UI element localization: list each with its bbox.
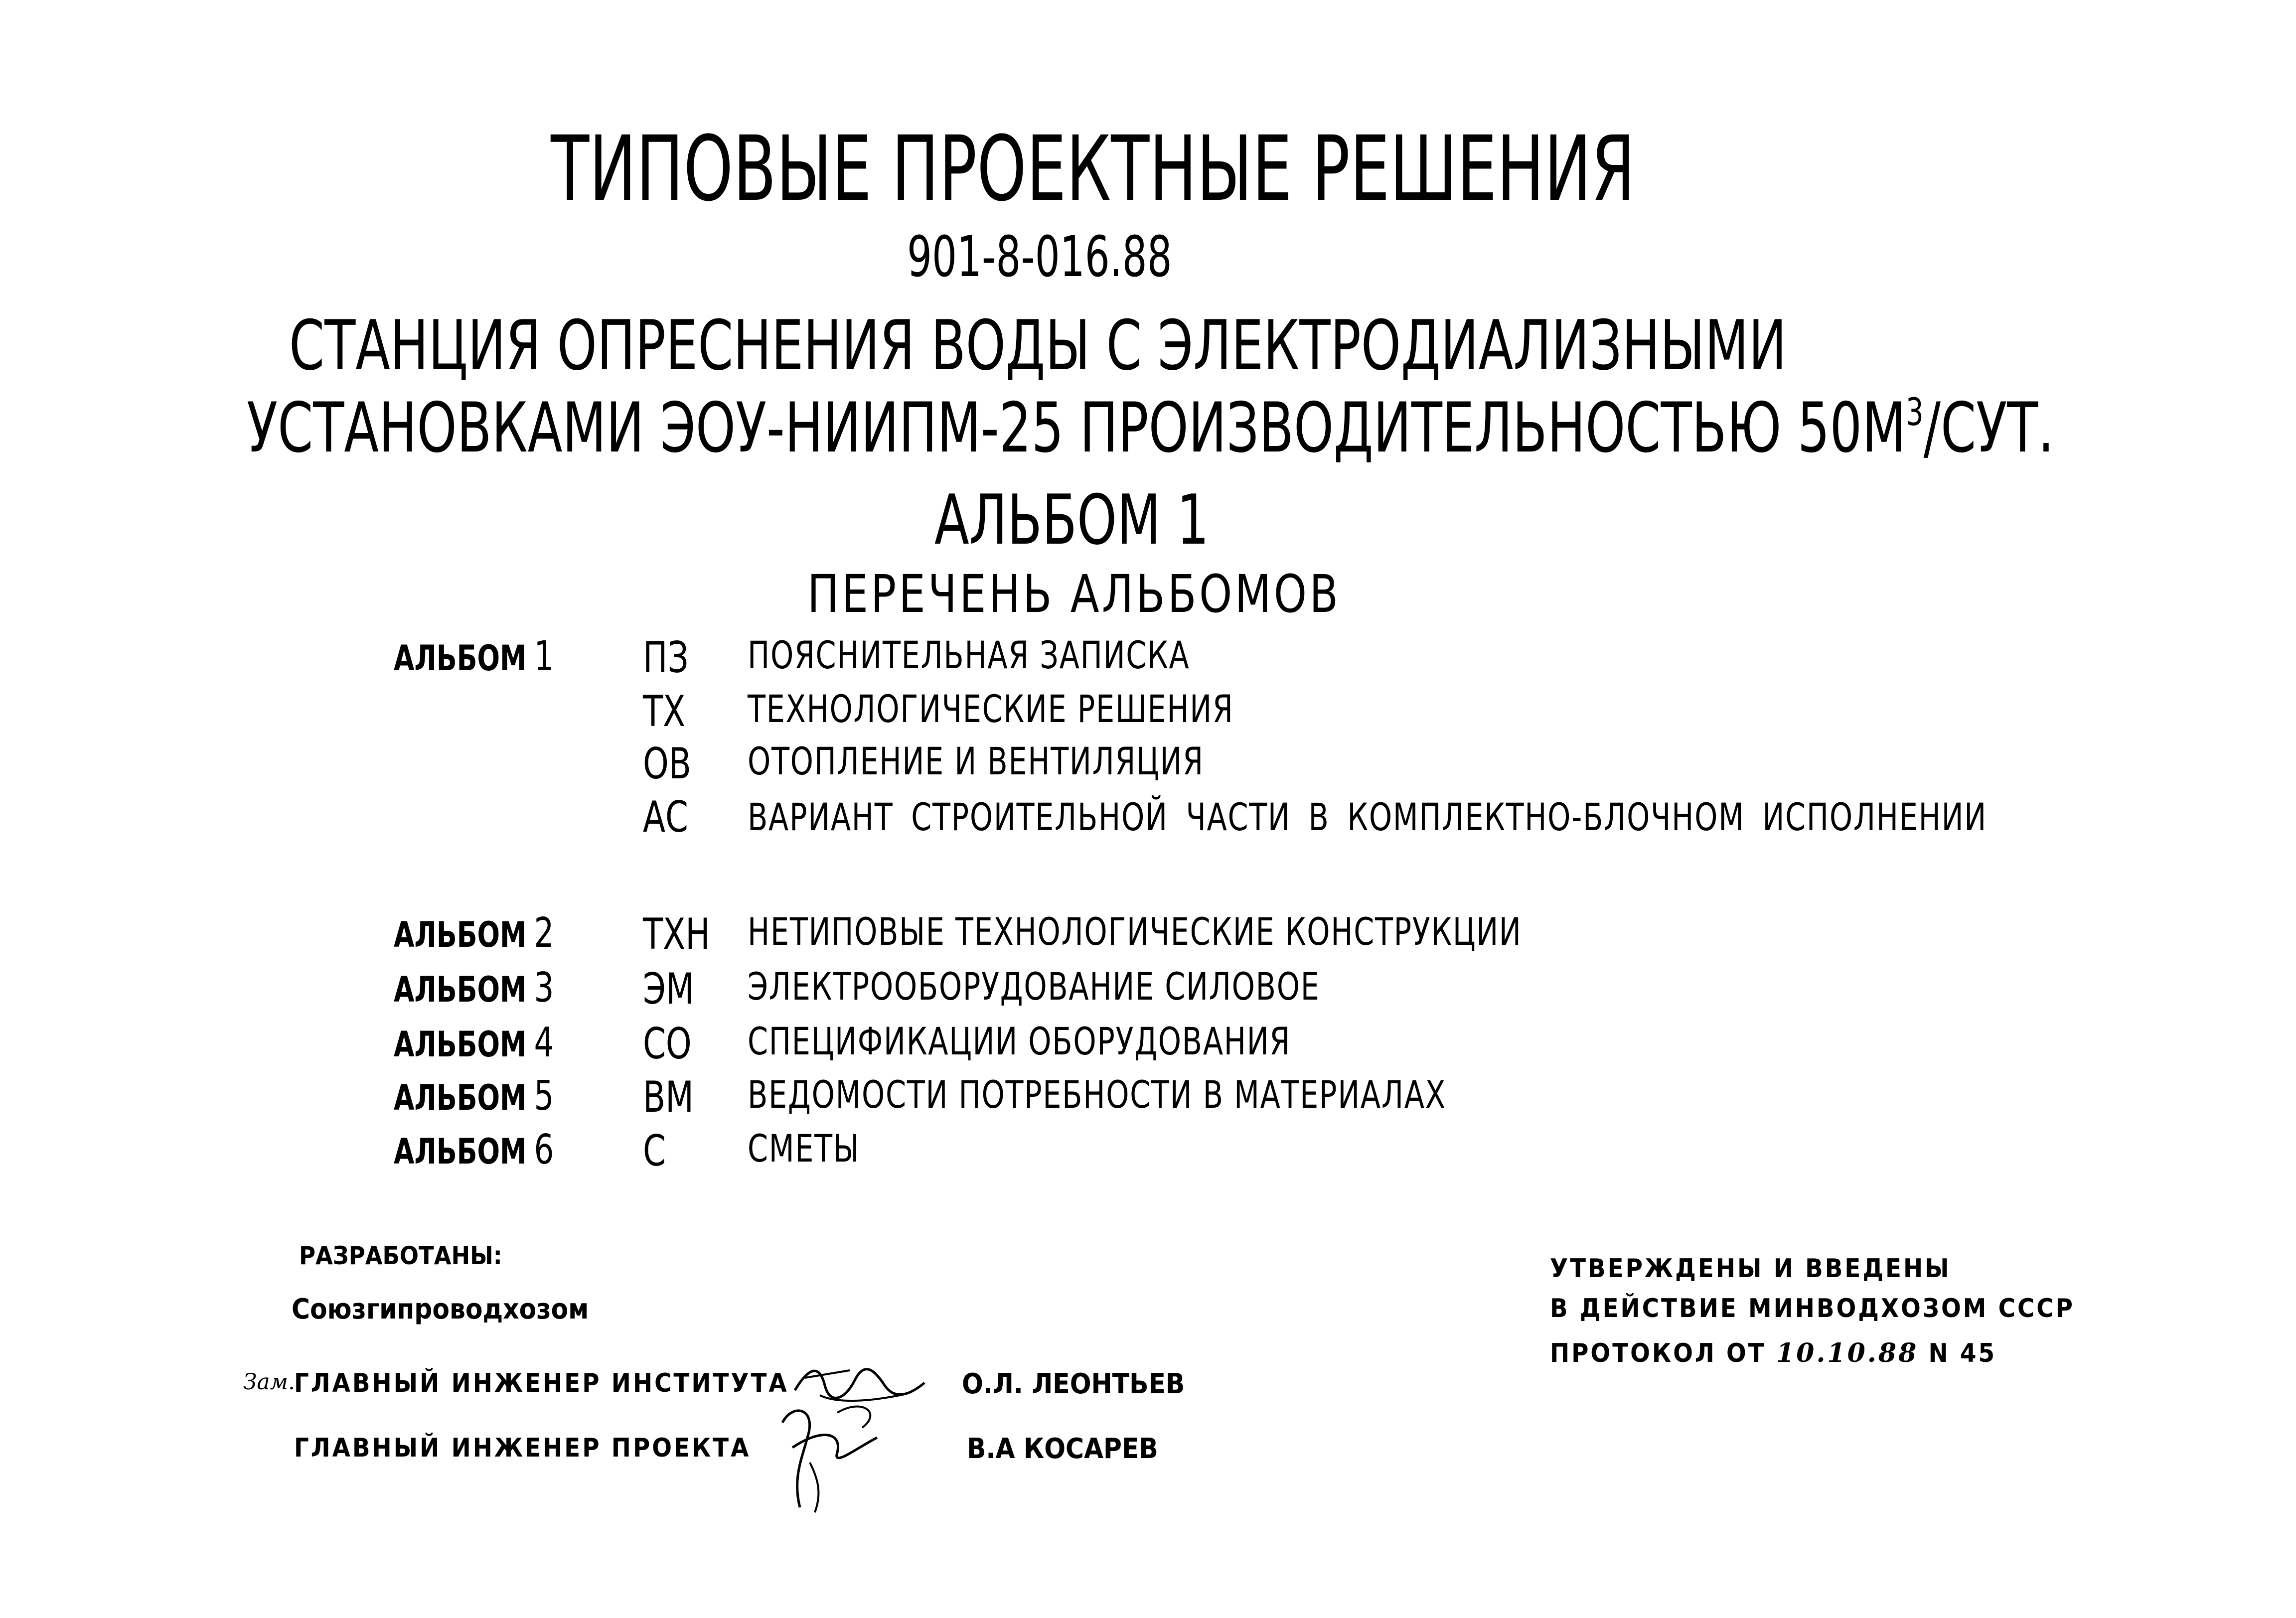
signature-kosarev <box>763 1393 892 1522</box>
section-name: ТЕХНОЛОГИЧЕСКИЕ РЕШЕНИЯ <box>748 687 1234 731</box>
cubic-superscript: 3 <box>1906 390 1924 434</box>
album-label <box>394 792 401 840</box>
album-label: АЛЬБОМ 1 <box>394 633 554 680</box>
section-name: ВАРИАНТ СТРОИТЕЛЬНОЙ ЧАСТИ В КОМПЛЕКТНО-БЛОЧНОМ ИСПОЛНЕНИИ <box>748 795 1987 839</box>
section-code: ПЗ <box>643 633 689 683</box>
subtitle-line-2-main: УСТАНОВКАМИ ЭОУ-НИИПМ-25 ПРОИЗВОДИТЕЛЬНОСТЬЮ 50М <box>247 388 1906 468</box>
developer-organization: Союзгипроводхозом <box>292 1293 589 1325</box>
section-code: АС <box>643 792 688 842</box>
section-code: СО <box>643 1019 692 1069</box>
document-code: 901-8-016.88 <box>907 225 1172 290</box>
developer-label: РАЗРАБОТАНЫ: <box>299 1241 502 1270</box>
section-name: ЭЛЕКТРООБОРУДОВАНИЕ СИЛОВОЕ <box>748 964 1320 1009</box>
subtitle-line-2-end: /СУТ. <box>1923 388 2054 468</box>
chief-institute-name: О.Л. ЛЕОНТЬЕВ <box>962 1368 1185 1400</box>
album-label: АЛЬБОМ 4 <box>394 1019 554 1066</box>
document-title: ТИПОВЫЕ ПРОЕКТНЫЕ РЕШЕНИЯ <box>551 117 1635 221</box>
chief-project-name: В.А КОСАРЕВ <box>967 1433 1158 1465</box>
album-label: АЛЬБОМ 2 <box>394 909 554 957</box>
deputy-prefix: Зам. <box>243 1369 296 1395</box>
approval-line-3 <box>1550 1340 1996 1366</box>
section-code: ТХ <box>643 687 686 736</box>
subtitle-line-1: СТАНЦИЯ ОПРЕСНЕНИЯ ВОДЫ С ЭЛЕКТРОДИАЛИЗНЫМИ <box>289 305 1787 386</box>
album-label: АЛЬБОМ 5 <box>394 1072 554 1120</box>
section-name: СМЕТЫ <box>748 1126 860 1171</box>
approval-date: 10.10.88 <box>1776 1338 1919 1368</box>
section-code: С <box>643 1126 666 1176</box>
album-label <box>394 687 401 734</box>
section-code: ТХН <box>643 909 710 959</box>
section-name: ОТОПЛЕНИЕ И ВЕНТИЛЯЦИЯ <box>748 739 1204 783</box>
approval-line-1: УТВЕРЖДЕНЫ И ВВЕДЕНЫ <box>1550 1254 1951 1284</box>
section-code: ЭМ <box>643 964 694 1014</box>
album-list-title: ПЕРЕЧЕНЬ АЛЬБОМОВ <box>807 564 1341 624</box>
protocol-number: N 45 <box>1928 1338 1997 1368</box>
chief-project-title: ГЛАВНЫЙ ИНЖЕНЕР ПРОЕКТА <box>294 1433 751 1463</box>
section-name: ВЕДОМОСТИ ПОТРЕБНОСТИ В МАТЕРИАЛАХ <box>748 1072 1446 1117</box>
section-name: СПЕЦИФИКАЦИИ ОБОРУДОВАНИЯ <box>748 1019 1291 1063</box>
subtitle-line-2 <box>247 388 2054 468</box>
album-label <box>394 739 401 786</box>
album-heading: АЛЬБОМ 1 <box>934 480 1209 560</box>
album-label: АЛЬБОМ 3 <box>394 964 554 1012</box>
section-name: ПОЯСНИТЕЛЬНАЯ ЗАПИСКА <box>748 633 1190 677</box>
approval-line-2: В ДЕЙСТВИЕ МИНВОДХОЗОМ СССР <box>1550 1294 2075 1324</box>
section-name: НЕТИПОВЫЕ ТЕХНОЛОГИЧЕСКИЕ КОНСТРУКЦИИ <box>748 909 1522 954</box>
protocol-prefix: ПРОТОКОЛ ОТ <box>1550 1338 1766 1368</box>
section-code: ВМ <box>643 1072 694 1122</box>
section-code: ОВ <box>643 739 691 789</box>
album-label: АЛЬБОМ 6 <box>394 1126 554 1174</box>
chief-institute-title: ГЛАВНЫЙ ИНЖЕНЕР ИНСТИТУТА <box>294 1368 789 1398</box>
